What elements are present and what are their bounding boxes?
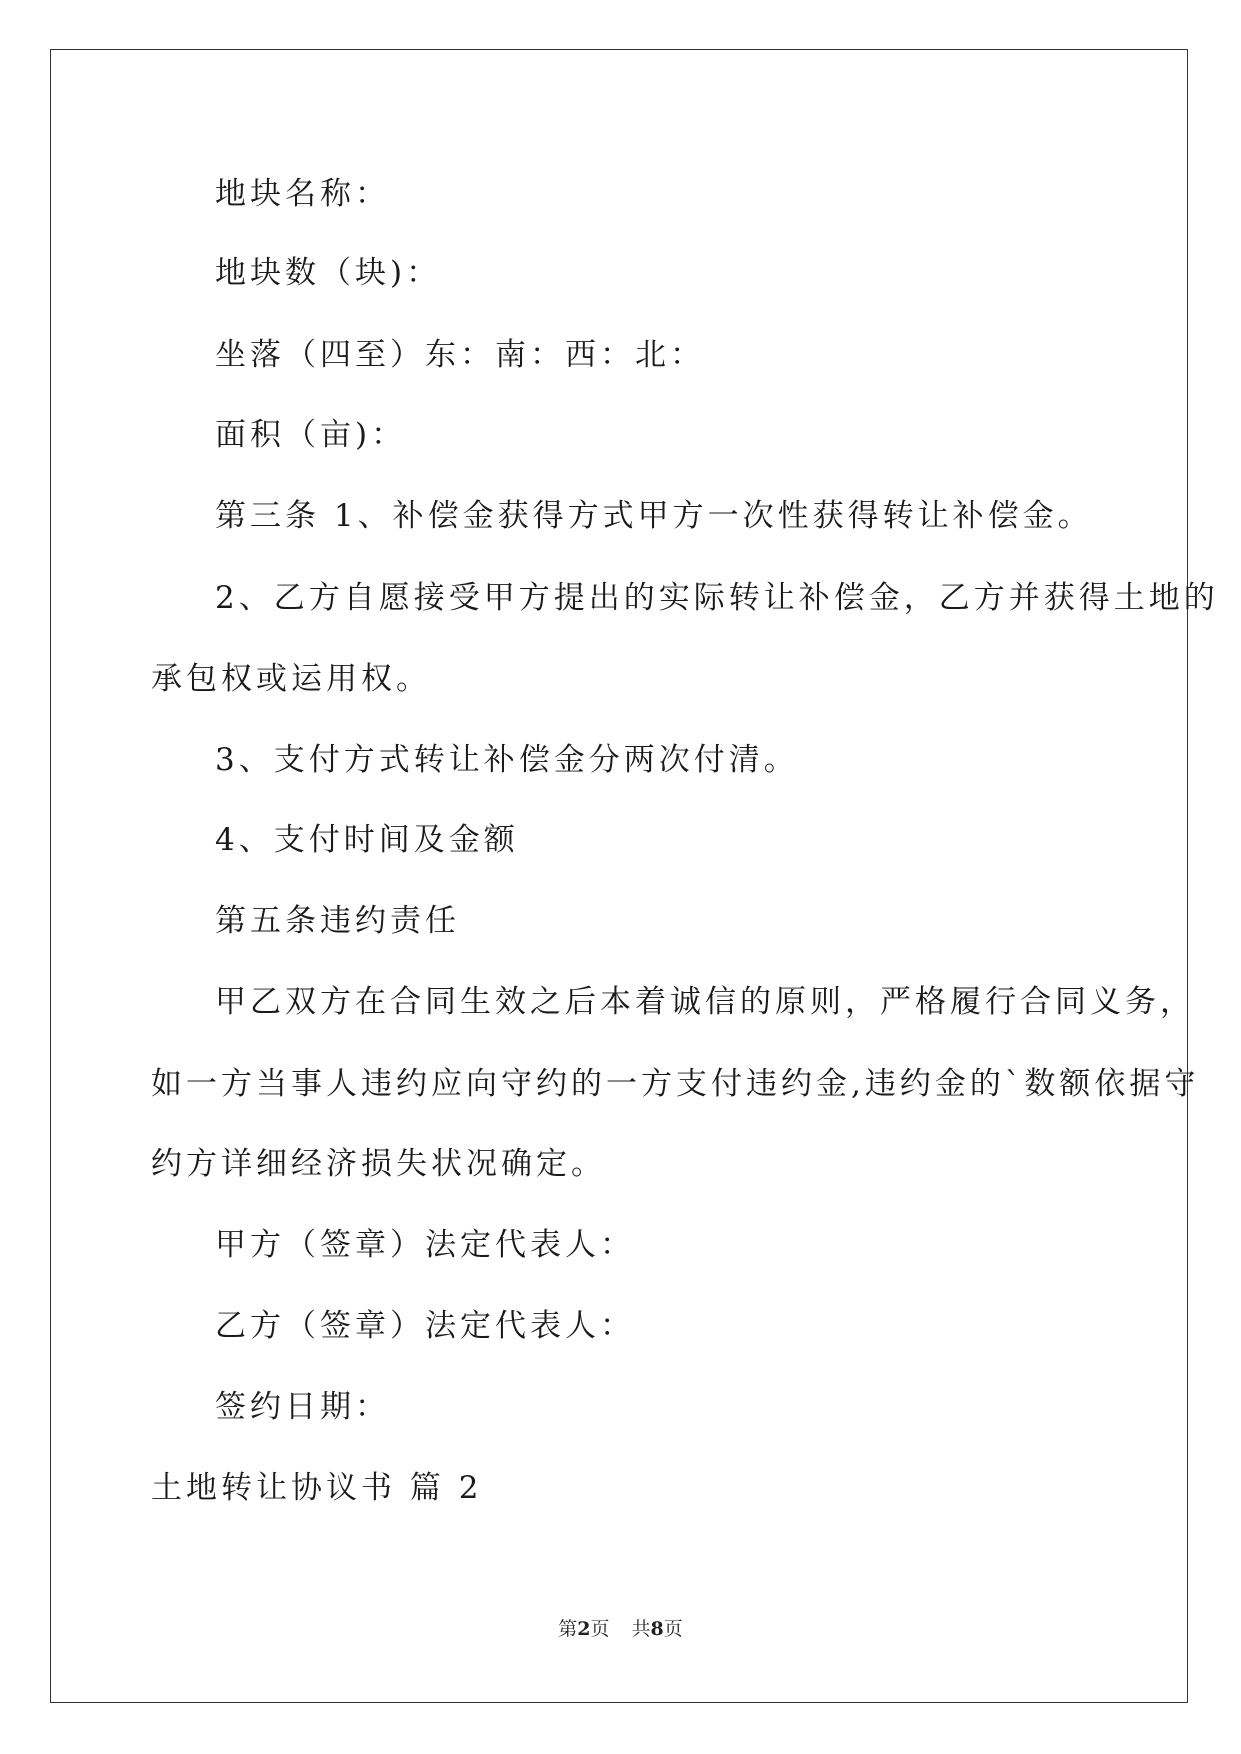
section-heading-part-2: 土地转让协议书 篇 2 — [151, 1470, 483, 1506]
breach-paragraph-line-2: 如一方当事人违约应向守约的一方支付违约金,违约金的`数额依据守 — [151, 1066, 1200, 1102]
article-five-heading: 第五条违约责任 — [215, 903, 460, 939]
footer-page-suffix: 页 — [590, 1618, 610, 1640]
article-three-item-3: 3、支付方式转让补偿金分两次付清。 — [215, 742, 799, 778]
footer-total-pages: 8 — [650, 1618, 664, 1640]
footer-page-prefix: 第 — [558, 1618, 578, 1640]
field-plot-count: 地块数（块)： — [215, 255, 442, 291]
footer-total-suffix: 页 — [663, 1618, 683, 1640]
field-plot-name: 地块名称： — [215, 176, 390, 212]
field-plot-location: 坐落（四至）东：南：西：北： — [215, 337, 705, 373]
article-three-item-4: 4、支付时间及金额 — [215, 822, 519, 858]
party-b-signature: 乙方（签章）法定代表人： — [215, 1308, 635, 1344]
article-three-item-2: 2、乙方自愿接受甲方提出的实际转让补偿金，乙方并获得土地的 — [215, 580, 1219, 616]
signing-date: 签约日期： — [215, 1389, 390, 1425]
party-a-signature: 甲方（签章）法定代表人： — [215, 1227, 635, 1263]
article-three-item-1: 第三条 1、补偿金获得方式甲方一次性获得转让补偿金。 — [215, 498, 1093, 534]
footer-total-prefix: 共 — [631, 1618, 651, 1640]
page-footer — [0, 1617, 1241, 1641]
breach-paragraph-line-3: 约方详细经济损失状况确定。 — [151, 1146, 606, 1182]
article-three-item-2-continued: 承包权或运用权。 — [151, 661, 431, 697]
breach-paragraph-line-1: 甲乙双方在合同生效之后本着诚信的原则，严格履行合同义务， — [215, 984, 1195, 1020]
page-border — [50, 49, 1188, 1703]
footer-page-number: 2 — [577, 1618, 591, 1640]
field-plot-area: 面积（亩)： — [215, 417, 407, 453]
